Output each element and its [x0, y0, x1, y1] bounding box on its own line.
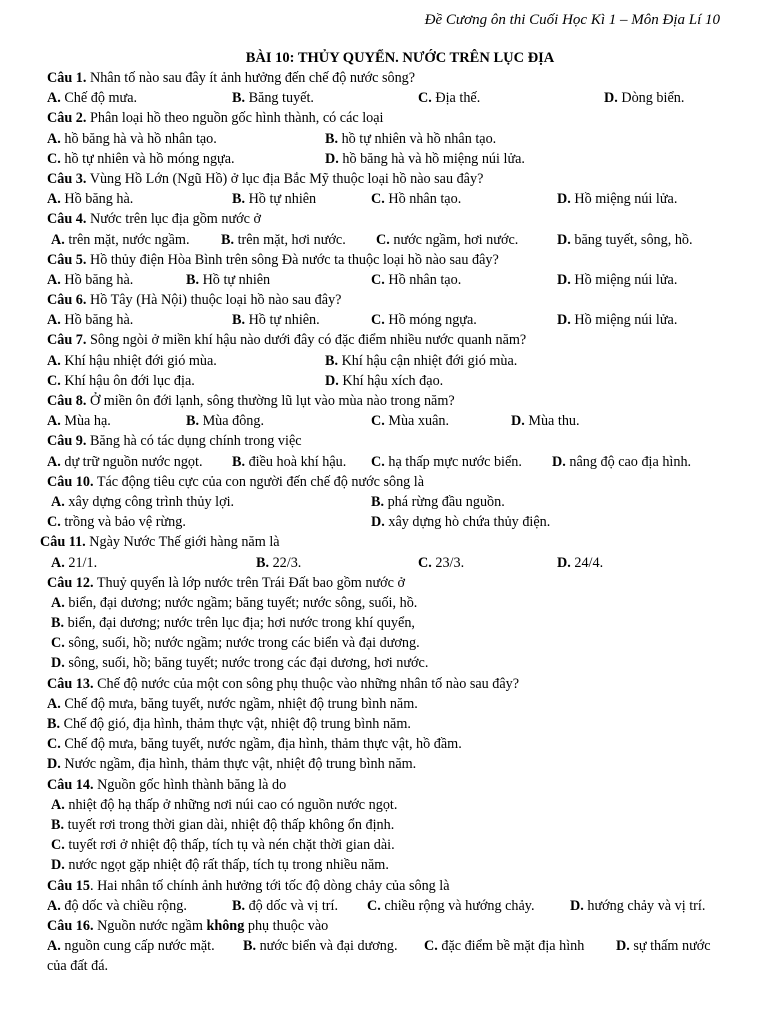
- option-text: 22/3.: [272, 554, 302, 571]
- option-letter: B.: [186, 271, 200, 288]
- option-text: Địa thế.: [435, 90, 481, 107]
- question-number: Câu 10.: [47, 473, 94, 490]
- answer-option[interactable]: [47, 371, 195, 391]
- option-text: sông, suối, hồ; băng tuyết; nước trong các đại dương, hơi nước.: [68, 655, 429, 672]
- question-number: Câu 1.: [47, 70, 87, 86]
- answer-option[interactable]: [51, 593, 417, 613]
- option-text: phá rừng đầu nguồn.: [387, 493, 505, 510]
- option-letter: C.: [418, 90, 432, 107]
- question-stem: [0, 916, 768, 936]
- question-stem: [0, 775, 768, 795]
- question-text: Nhân tố nào sau đây ít ảnh hưởng đến chế độ nước sông?: [89, 70, 416, 86]
- question-list: [0, 68, 768, 976]
- option-text: băng tuyết, sông, hồ.: [574, 231, 693, 248]
- answer-option[interactable]: [51, 855, 389, 875]
- option-letter: C.: [47, 736, 61, 753]
- question-text: Sông ngòi ở miền khí hậu nào dưới đây có đặc điểm nhiều nước quanh năm?: [89, 332, 527, 349]
- option-text: Mùa xuân.: [388, 413, 450, 430]
- option-text: Chế độ mưa.: [64, 90, 138, 107]
- option-text: nước ngọt gặp nhiệt độ rất thấp, tích tụ trong nhiều năm.: [68, 857, 389, 874]
- option-text: nước biển và đại dương.: [259, 938, 398, 955]
- option-letter: D.: [570, 897, 584, 914]
- option-text: Hồ miệng núi lửa.: [574, 191, 678, 208]
- question-stem: [0, 209, 768, 229]
- option-text: nguồn cung cấp nước mặt.: [64, 938, 215, 955]
- answer-row: [0, 189, 768, 209]
- question-text: Vùng Hồ Lớn (Ngũ Hồ) ở lục địa Bắc Mỹ thuộc loại hồ nào sau đây?: [89, 170, 484, 187]
- option-letter: A.: [51, 554, 65, 571]
- answer-option[interactable]: [256, 553, 301, 573]
- answer-option[interactable]: [186, 270, 270, 290]
- question-stem-text: [47, 68, 415, 88]
- question-stem: [0, 573, 768, 593]
- option-letter: A.: [47, 352, 61, 369]
- option-text: hồ băng hà và hồ nhân tạo.: [64, 130, 217, 147]
- option-letter: C.: [418, 554, 432, 571]
- option-letter: B.: [232, 191, 246, 208]
- option-text: đặc điểm bề mặt địa hình: [441, 938, 585, 955]
- question-text: Ngày Nước Thế giới hàng năm là: [89, 534, 280, 551]
- answer-option[interactable]: [232, 88, 314, 108]
- option-text: tuyết rơi ở nhiệt độ thấp, tích tụ và nén chặt thời gian dài.: [68, 837, 395, 854]
- option-letter: B.: [51, 615, 65, 632]
- answer-option[interactable]: [325, 129, 496, 149]
- option-letter: B.: [325, 130, 339, 147]
- option-letter: C.: [47, 514, 61, 531]
- answer-option[interactable]: [371, 492, 505, 512]
- question-number: Câu 11.: [40, 534, 86, 551]
- question-number: Câu 16.: [47, 917, 94, 934]
- answer-option[interactable]: [51, 653, 428, 673]
- question-stem: [0, 108, 768, 128]
- option-text: Mùa hạ.: [64, 413, 111, 430]
- question-text: Ở miền ôn đới lạnh, sông thường lũ lụt vào mùa nào trong năm?: [89, 393, 455, 409]
- question-number: Câu 12.: [47, 574, 94, 591]
- question-number: Câu 7.: [47, 332, 87, 349]
- answer-option[interactable]: [47, 452, 203, 472]
- document-header: Đề Cương ôn thi Cuối Học Kì 1 – Môn Địa Lí 10: [424, 12, 720, 28]
- option-text: Hồ miệng núi lửa.: [574, 271, 678, 288]
- question-stem-text: [47, 431, 302, 451]
- question-number: Câu 5.: [47, 251, 87, 268]
- option-text: 21/1.: [68, 554, 98, 571]
- option-letter: B.: [371, 493, 385, 510]
- answer-option[interactable]: [47, 694, 418, 714]
- option-text: Chế độ mưa, băng tuyết, nước ngầm, nhiệt độ trung bình năm.: [64, 695, 418, 712]
- answer-option[interactable]: [221, 230, 346, 250]
- option-letter: A.: [51, 493, 65, 510]
- answer-row: [0, 896, 768, 916]
- option-letter: B.: [325, 352, 339, 369]
- answer-row: [0, 734, 768, 754]
- question-stem-text: [47, 290, 341, 310]
- answer-row: [0, 512, 768, 532]
- option-letter: D.: [511, 413, 525, 430]
- option-text: Khí hậu xích đạo.: [342, 372, 444, 389]
- option-letter: B.: [221, 231, 235, 248]
- answer-option[interactable]: [51, 553, 97, 573]
- question-stem-text: [47, 674, 519, 694]
- option-text: 24/4.: [574, 554, 604, 571]
- answer-option[interactable]: [376, 230, 518, 250]
- answer-row: [0, 815, 768, 835]
- question-stem: [0, 330, 768, 350]
- answer-option[interactable]: [604, 88, 684, 108]
- option-letter: A.: [51, 796, 65, 813]
- answer-option[interactable]: [51, 633, 420, 653]
- answer-option[interactable]: [557, 189, 677, 209]
- answer-row: [0, 754, 768, 774]
- option-text: Hồ tự nhiên: [202, 271, 271, 288]
- answer-option[interactable]: [51, 492, 234, 512]
- answer-row: [0, 411, 768, 431]
- question-stem: [0, 290, 768, 310]
- answer-row: [0, 149, 768, 169]
- answer-option[interactable]: [552, 452, 691, 472]
- option-text: nhiệt độ hạ thấp ở những nơi núi cao có nguồn nước ngọt.: [68, 796, 398, 813]
- option-letter: C.: [424, 938, 438, 955]
- answer-option[interactable]: [418, 88, 480, 108]
- page-title: BÀI 10: THỦY QUYỂN. NƯỚC TRÊN LỤC ĐỊA: [245, 50, 555, 66]
- option-text: Dòng biển.: [621, 90, 685, 107]
- question-text: . Hai nhân tố chính ảnh hưởng tới tốc độ dòng chảy của sông là: [89, 877, 450, 894]
- question-text: Băng hà có tác dụng chính trong việc: [89, 433, 302, 450]
- option-letter: D.: [325, 150, 339, 167]
- option-letter: C.: [47, 372, 61, 389]
- answer-continuation: [0, 956, 768, 976]
- question-text: Hồ thủy điện Hòa Bình trên sông Đà nước ta thuộc loại hồ nào sau đây?: [89, 251, 499, 268]
- option-letter: D.: [604, 90, 618, 107]
- question-text: Nguồn nước ngầm: [97, 917, 203, 934]
- option-text: Hồ miệng núi lửa.: [574, 312, 678, 329]
- option-letter: A.: [47, 695, 61, 712]
- option-text: sự thấm nước: [633, 938, 711, 955]
- answer-option[interactable]: [325, 371, 443, 391]
- answer-option[interactable]: [371, 270, 461, 290]
- continuation-text: của đất đá.: [47, 958, 109, 975]
- answer-option[interactable]: [367, 896, 535, 916]
- option-text: sông, suối, hồ; nước ngầm; nước trong các biển và đại dương.: [68, 635, 420, 652]
- question-number: Câu 6.: [47, 292, 87, 309]
- option-text: Hồ nhân tạo.: [388, 271, 462, 288]
- answer-option[interactable]: [418, 553, 464, 573]
- option-letter: A.: [47, 90, 61, 107]
- question-stem-text: [47, 775, 286, 795]
- answer-option[interactable]: [325, 351, 517, 371]
- question-number: Câu 13.: [47, 675, 94, 692]
- answer-row: [0, 795, 768, 815]
- option-text: tuyết rơi trong thời gian dài, nhiệt độ thấp không ổn định.: [67, 816, 395, 833]
- option-text: Khí hậu ôn đới lục địa.: [64, 372, 195, 389]
- answer-row: [0, 653, 768, 673]
- answer-row: [0, 452, 768, 472]
- option-letter: D.: [557, 271, 571, 288]
- question-number: Câu 4.: [47, 211, 87, 228]
- answer-row: [0, 230, 768, 250]
- answer-row: [0, 270, 768, 290]
- option-text: độ dốc và vị trí.: [248, 897, 339, 914]
- question-text-emphasis: không: [206, 917, 245, 934]
- option-letter: B.: [232, 312, 246, 329]
- answer-option[interactable]: [47, 129, 217, 149]
- option-text: hạ thấp mực nước biển.: [388, 453, 522, 470]
- option-text: Mùa đông.: [202, 413, 265, 430]
- question-stem: [0, 169, 768, 189]
- option-letter: B.: [51, 816, 65, 833]
- option-letter: A.: [51, 231, 65, 248]
- answer-option[interactable]: [47, 270, 133, 290]
- option-letter: C.: [376, 231, 390, 248]
- option-text: Khí hậu nhiệt đới gió mùa.: [64, 352, 217, 369]
- option-letter: A.: [47, 938, 61, 955]
- question-number: Câu 8.: [47, 393, 87, 409]
- answer-option[interactable]: [232, 896, 338, 916]
- answer-row: [0, 553, 768, 573]
- answer-option[interactable]: [557, 553, 603, 573]
- option-text: Hồ nhân tạo.: [388, 191, 462, 208]
- answer-option[interactable]: [232, 310, 320, 330]
- answer-row: [0, 936, 768, 956]
- answer-row: [0, 613, 768, 633]
- option-letter: C.: [371, 191, 385, 208]
- answer-row: [0, 835, 768, 855]
- answer-row: [0, 714, 768, 734]
- question-text: Nước trên lục địa gồm nước ở: [89, 211, 262, 228]
- answer-row: [0, 371, 768, 391]
- option-text: Hồ băng hà.: [64, 191, 134, 208]
- option-text: Khí hậu cận nhiệt đới gió mùa.: [341, 352, 518, 369]
- question-stem-text: [47, 209, 261, 229]
- option-letter: D.: [616, 938, 630, 955]
- option-letter: A.: [47, 312, 61, 329]
- question-text: Phân loại hồ theo nguồn gốc hình thành, có các loại: [89, 110, 384, 127]
- option-text: xây dựng hò chứa thủy điện.: [388, 514, 551, 531]
- answer-option[interactable]: [186, 411, 264, 431]
- option-letter: C.: [51, 837, 65, 854]
- option-letter: C.: [371, 312, 385, 329]
- answer-option[interactable]: [557, 270, 677, 290]
- answer-option[interactable]: [47, 88, 137, 108]
- answer-option[interactable]: [232, 189, 316, 209]
- option-letter: A.: [47, 897, 61, 914]
- option-letter: D.: [552, 453, 566, 470]
- answer-row: [0, 129, 768, 149]
- option-text: Hồ băng hà.: [64, 271, 134, 288]
- option-letter: D.: [557, 231, 571, 248]
- question-stem: [0, 674, 768, 694]
- question-stem: [0, 532, 768, 552]
- question-stem-text: [47, 391, 455, 411]
- question-text: phụ thuộc vào: [247, 917, 329, 934]
- option-text: độ dốc và chiều rộng.: [64, 897, 187, 914]
- option-text: trên mặt, nước ngầm.: [68, 231, 190, 248]
- answer-option[interactable]: [243, 936, 398, 956]
- answer-row: [0, 492, 768, 512]
- question-stem-text: [47, 876, 450, 896]
- answer-row: [0, 855, 768, 875]
- answer-option[interactable]: [51, 795, 397, 815]
- answer-option[interactable]: [511, 411, 580, 431]
- answer-option[interactable]: [51, 613, 415, 633]
- option-letter: D.: [557, 312, 571, 329]
- option-text: dự trữ nguồn nước ngọt.: [64, 453, 203, 470]
- option-letter: B.: [232, 897, 246, 914]
- answer-option[interactable]: [371, 452, 522, 472]
- answer-option[interactable]: [371, 310, 477, 330]
- answer-option[interactable]: [47, 714, 411, 734]
- question-stem-text: [47, 916, 328, 936]
- option-text: biển, đại dương; nước trên lục địa; hơi nước trong khí quyển,: [67, 615, 415, 632]
- answer-row: [0, 694, 768, 714]
- question-text: Chế độ nước của một con sông phụ thuộc vào những nhân tố nào sau đây?: [97, 675, 520, 692]
- option-letter: A.: [47, 191, 61, 208]
- answer-option[interactable]: [47, 189, 133, 209]
- option-text: Chế độ gió, địa hình, thảm thực vật, nhiệt độ trung bình năm.: [63, 716, 411, 732]
- answer-option[interactable]: [47, 512, 186, 532]
- answer-option[interactable]: [570, 896, 705, 916]
- answer-option[interactable]: [47, 754, 416, 774]
- option-letter: D.: [557, 554, 571, 571]
- option-letter: A.: [51, 594, 65, 611]
- answer-option[interactable]: [47, 411, 111, 431]
- question-stem: [0, 431, 768, 451]
- question-stem-text: [47, 573, 405, 593]
- option-text: nâng độ cao địa hình.: [569, 453, 692, 470]
- option-text: trồng và bảo vệ rừng.: [64, 514, 186, 531]
- question-text: Thuỷ quyển là lớp nước trên Trái Đất bao gồm nước ở: [96, 574, 406, 591]
- answer-row: [0, 310, 768, 330]
- question-stem-text: [40, 532, 280, 552]
- question-number: Câu 2.: [47, 110, 87, 127]
- answer-option[interactable]: [51, 835, 395, 855]
- option-letter: D.: [51, 655, 65, 672]
- option-text: điều hoà khí hậu.: [248, 453, 347, 470]
- option-letter: C.: [51, 635, 65, 652]
- answer-option[interactable]: [47, 734, 462, 754]
- question-text: Hồ Tây (Hà Nội) thuộc loại hồ nào sau đây?: [89, 292, 342, 309]
- option-letter: A.: [47, 271, 61, 288]
- option-text: trên mặt, hơi nước.: [237, 231, 346, 248]
- answer-option[interactable]: [47, 936, 215, 956]
- answer-option[interactable]: [557, 310, 677, 330]
- option-text: hồ băng hà và hồ miệng núi lửa.: [342, 150, 525, 167]
- question-stem-text: [47, 250, 499, 270]
- question-stem-text: [47, 472, 424, 492]
- question-number: Câu 15: [47, 877, 90, 894]
- answer-option[interactable]: [616, 936, 711, 956]
- option-letter: C.: [371, 413, 385, 430]
- option-text: Chế độ mưa, băng tuyết, nước ngầm, địa hình, thảm thực vật, hồ đầm.: [64, 736, 462, 753]
- option-text: nước ngầm, hơi nước.: [393, 231, 519, 248]
- answer-row: [0, 633, 768, 653]
- answer-option[interactable]: [51, 815, 394, 835]
- answer-row: [0, 351, 768, 371]
- option-letter: C.: [47, 150, 61, 167]
- question-stem: [0, 250, 768, 270]
- question-stem: [0, 472, 768, 492]
- question-text: Nguồn gốc hình thành băng là do: [97, 776, 287, 793]
- option-letter: A.: [47, 130, 61, 147]
- option-letter: D.: [557, 191, 571, 208]
- option-letter: B.: [243, 938, 257, 955]
- option-text: hồ tự nhiên và hồ móng ngựa.: [64, 150, 235, 167]
- option-text: chiều rộng và hướng chảy.: [384, 897, 535, 914]
- answer-option[interactable]: [47, 896, 187, 916]
- option-text: xây dựng công trình thủy lợi.: [68, 493, 235, 510]
- option-text: hồ tự nhiên và hồ nhân tạo.: [341, 130, 497, 147]
- option-text: 23/3.: [435, 554, 465, 571]
- option-text: Hồ băng hà.: [64, 312, 134, 329]
- answer-option[interactable]: [557, 230, 693, 250]
- option-letter: B.: [232, 453, 246, 470]
- answer-option[interactable]: [232, 452, 346, 472]
- question-stem-text: [47, 108, 384, 128]
- answer-option[interactable]: [47, 351, 217, 371]
- option-letter: C.: [367, 897, 381, 914]
- question-stem: [0, 68, 768, 88]
- question-stem-text: [47, 330, 526, 350]
- option-letter: B.: [186, 413, 200, 430]
- answer-row: [0, 88, 768, 108]
- answer-option[interactable]: [47, 149, 235, 169]
- question-stem: [0, 391, 768, 411]
- question-stem-text: [47, 169, 483, 189]
- option-text: hướng chảy và vị trí.: [587, 897, 706, 914]
- option-letter: B.: [47, 716, 61, 732]
- option-letter: B.: [232, 90, 246, 107]
- option-text: Hồ móng ngựa.: [388, 312, 477, 329]
- option-letter: D.: [51, 857, 65, 874]
- answer-option[interactable]: [371, 189, 461, 209]
- question-stem: [0, 876, 768, 896]
- option-letter: D.: [47, 756, 61, 773]
- answer-option[interactable]: [371, 512, 550, 532]
- question-number: Câu 14.: [47, 776, 94, 793]
- option-letter: B.: [256, 554, 270, 571]
- option-text: Hồ tự nhiên.: [248, 312, 320, 329]
- option-letter: A.: [47, 413, 61, 430]
- option-text: Hồ tự nhiên: [248, 191, 317, 208]
- question-text: Tác động tiêu cực của con người đến chế độ nước sông là: [96, 473, 425, 490]
- answer-option[interactable]: [51, 230, 190, 250]
- option-text: Băng tuyết.: [248, 90, 314, 107]
- option-text: biển, đại dương; nước ngầm; băng tuyết; nước sông, suối, hồ.: [68, 594, 418, 611]
- option-letter: C.: [371, 453, 385, 470]
- option-text: Mùa thu.: [528, 413, 580, 430]
- answer-option[interactable]: [371, 411, 449, 431]
- option-letter: A.: [47, 453, 61, 470]
- question-number: Câu 3.: [47, 170, 87, 187]
- answer-row: [0, 593, 768, 613]
- question-number: Câu 9.: [47, 433, 87, 450]
- answer-option[interactable]: [325, 149, 525, 169]
- answer-option[interactable]: [424, 936, 584, 956]
- option-letter: D.: [371, 514, 385, 531]
- option-letter: C.: [371, 271, 385, 288]
- option-text: Nước ngầm, địa hình, thảm thực vật, nhiệt độ trung bình năm.: [64, 756, 417, 773]
- option-letter: D.: [325, 372, 339, 389]
- answer-option[interactable]: [47, 310, 133, 330]
